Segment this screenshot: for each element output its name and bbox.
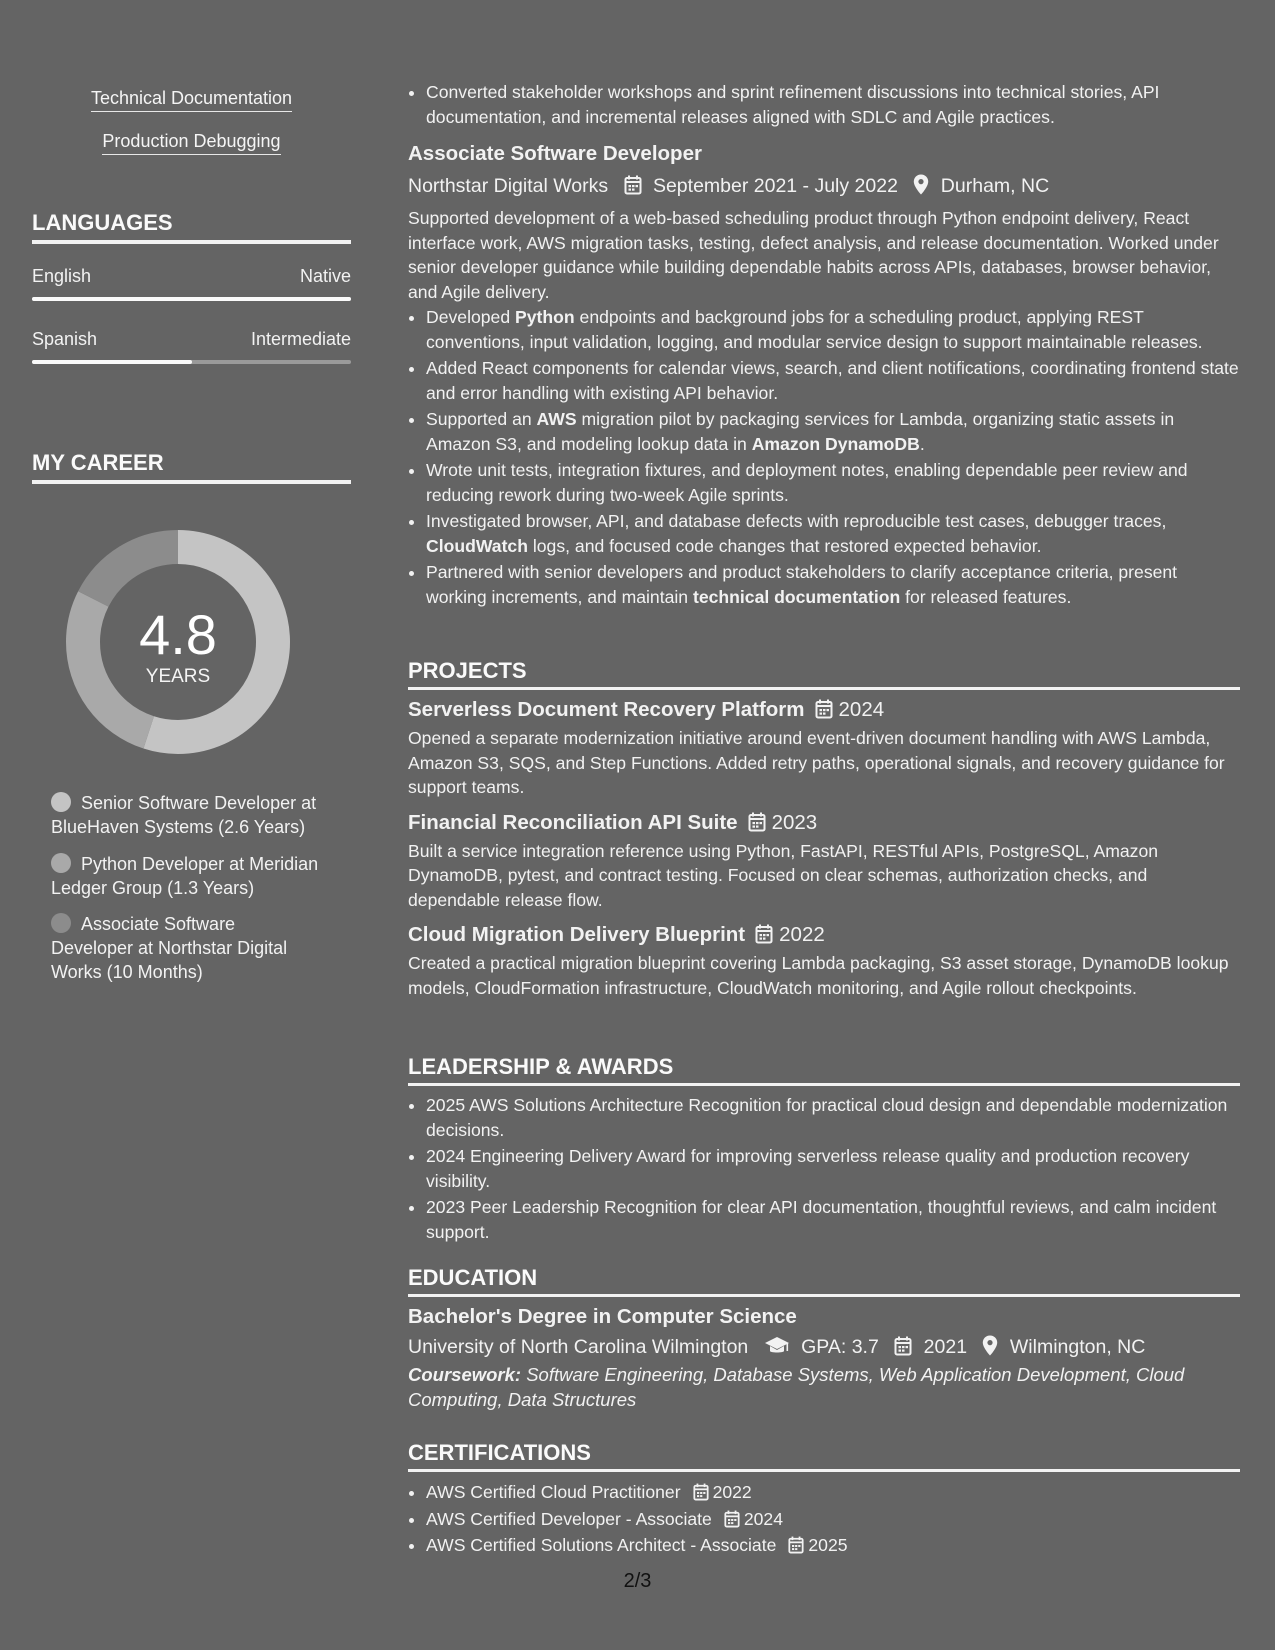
career-section [32,450,351,484]
skills-list [32,88,351,155]
career-legend-item [51,852,331,900]
legend-dot [51,913,71,933]
bullet-keyword: technical documentation [692,586,901,607]
certifications-heading: CERTIFICATIONS [408,1440,1240,1472]
career-legend-label: Associate Software Developer at Northstar Digital Works (10 Months) [51,914,288,982]
bullet-text: Investigated browser, API, and database defects with reproducible test cases, debugger traces, [426,511,1167,531]
job-entry [408,142,1240,611]
project-item [408,811,1240,913]
career-legend [51,791,331,984]
career-donut-chart [66,530,290,754]
calendar-icon [748,812,766,832]
certification-item [426,1507,1240,1532]
project-description: Built a service integration reference using Python, FastAPI, RESTful APIs, PostgreSQL, Amazon DynamoDB, pytest, and contract testing. Focused on clear schemas, authorization checks, and dependable release flow. [408,840,1159,910]
legend-dot [51,792,71,812]
calendar-icon [624,175,642,195]
certifications-list [408,1480,1240,1558]
project-year: 2023 [771,810,818,834]
career-total-unit: YEARS [145,666,211,687]
project-title: Financial Reconciliation API Suite [408,810,738,834]
bullet-text: migration pilot by packaging services for Lambda, organizing static assets in Amazon S3, and modeling lookup data in [426,409,1175,454]
calendar-icon [755,924,773,944]
language-item [32,266,351,301]
bullet-text: Wrote unit tests, integration fixtures, and deployment notes, enabling dependable peer review and reducing rework during two-week Agile sprints. [426,460,1188,505]
languages-heading: LANGUAGES [32,210,351,244]
projects-section [408,658,1240,1000]
bullet-text: Supported an [426,409,537,429]
bullet-item [426,407,1240,456]
award-item: • 2025 AWS Solutions Architecture Recognition for practical cloud design and dependable modernization decisions. [426,1093,1240,1142]
award-item: • 2023 Peer Leadership Recognition for clear API documentation, thoughtful reviews, and calm incident support. [426,1195,1240,1244]
language-name: Spanish [32,329,98,349]
bullet-keyword: Python [515,307,575,327]
location-pin-icon [913,174,929,195]
bullet-text: . [919,433,925,454]
career-heading: MY CAREER [32,450,351,484]
education-section [408,1265,1240,1412]
bullet-item [426,305,1240,354]
language-level-fill [32,360,192,364]
coursework-list: Software Engineering, Database Systems, Web Application Development, Cloud Computing, Data Structures [408,1364,1185,1410]
bullet-keyword: AWS [536,409,577,429]
project-title-row [408,923,1240,947]
projects-heading: PROJECTS [408,658,1240,690]
career-legend-item [51,791,331,839]
language-level-bar [32,360,351,364]
graduation-cap-icon [764,1336,790,1356]
award-item: • 2024 Engineering Delivery Award for improving serverless release quality and production recovery visibility. [426,1144,1240,1193]
school-name: University of North Carolina Wilmington [408,1336,749,1358]
graduation-year: 2021 [923,1336,968,1358]
calendar-icon [788,1536,804,1554]
page-number: 2/3 [623,1570,652,1592]
project-description: Opened a separate modernization initiative around event-driven document handling with AWS Lambda, Amazon S3, SQS, and Step Functions. Added retry paths, operational signals, and recovery guidance for support teams. [408,728,1225,797]
project-year: 2022 [779,923,825,946]
certification-item [426,1533,1240,1558]
education-meta [408,1335,1240,1359]
calendar-icon [894,1336,912,1356]
project-title: Serverless Document Recovery Platform [408,698,805,721]
language-level-fill [32,297,351,301]
bullet-item [426,560,1240,609]
coursework [408,1363,1240,1412]
prev-job-bullets [408,80,1258,131]
certification-year: 2022 [712,1482,752,1502]
language-name: English [32,266,92,286]
project-item [408,698,1240,800]
calendar-icon [693,1483,709,1501]
project-title: Cloud Migration Delivery Blueprint [408,923,746,946]
certification-item [426,1480,1240,1505]
project-title-row [408,698,1240,722]
language-level: Intermediate [250,329,351,349]
bullet-text: logs, and focused code changes that restored expected behavior. [527,535,1042,556]
certification-year: 2024 [743,1508,783,1529]
bullet-text: Added React components for calendar views, search, and client notifications, coordinating frontend state and error handling with existing API behavior. [426,358,1239,403]
bullet-item [426,356,1240,405]
legend-dot [51,853,71,873]
language-level-bar [32,297,351,301]
location-pin-icon [982,1335,998,1356]
job-dates: September 2021 - July 2022 [652,175,898,197]
job-location: Durham, NC [940,175,1050,197]
career-legend-label: Senior Software Developer at BlueHaven Systems (2.6 Years) [51,793,317,837]
bullet-keyword: CloudWatch [426,535,528,556]
certification-name: AWS Certified Cloud Practitioner [426,1482,681,1502]
certification-year: 2025 [808,1535,848,1555]
language-item [32,329,351,364]
gpa: GPA: 3.7 [801,1336,879,1358]
language-level: Native [299,266,351,286]
project-year: 2024 [838,698,885,721]
bullet-text: Developed [426,307,516,327]
career-legend-item [51,912,311,984]
languages-section [32,210,351,364]
degree-title: Bachelor's Degree in Computer Science [408,1305,797,1328]
bullet-item [426,509,1240,558]
bullet-text: Partnered with senior developers and product stakeholders to clarify acceptance criteria, present working increments, and maintain [426,562,1178,607]
certifications-section [408,1440,1240,1560]
project-description: Created a practical migration blueprint covering Lambda packaging, S3 asset storage, DynamoDB lookup models, CloudFormation infrastructure, CloudWatch monitoring, and Agile rollout checkpoints. [408,953,1229,998]
certification-name: AWS Certified Solutions Architect - Associate [426,1535,777,1555]
coursework-label: Coursework: [408,1364,522,1385]
job-summary: Supported development of a web-based scheduling product through Python endpoint delivery, React interface work, AWS migration tasks, testing, defect analysis, and release documentation. Worked under senior developer guidance while building dependable habits across APIs, databases, browser behavior, and Agile delivery. [408,208,1219,302]
certification-name: AWS Certified Developer - Associate [426,1508,712,1529]
job-title: Associate Software Developer [408,142,702,165]
job-bullets [408,305,1240,609]
bullet-text: endpoints and background jobs for a scheduling product, applying REST conventions, input validation, logging, and modular service design to support maintainable releases. [426,307,1203,352]
awards-heading: LEADERSHIP & AWARDS [408,1054,1240,1086]
awards-section [408,1054,1240,1246]
bullet-item: • Converted stakeholder workshops and sprint refinement discussions into technical stories, API documentation, and incremental releases aligned with SDLC and Agile practices. [426,80,1258,129]
calendar-icon [815,699,833,719]
bullet-text: for released features. [900,586,1072,607]
career-total-years: 4.8 [139,603,217,666]
awards-list [408,1093,1240,1244]
bullet-keyword: Amazon DynamoDB [751,433,920,454]
bullet-item [426,458,1240,507]
job-meta [408,174,1240,198]
skill-technical-documentation[interactable]: Technical Documentation [91,88,292,112]
calendar-icon [724,1510,740,1528]
job-company: Northstar Digital Works [408,175,609,197]
education-heading: EDUCATION [408,1265,1240,1297]
career-legend-label: Python Developer at Meridian Ledger Group (1.3 Years) [51,854,319,898]
project-title-row [408,811,1240,835]
school-location: Wilmington, NC [1009,1336,1146,1358]
skill-production-debugging[interactable]: Production Debugging [102,131,280,155]
project-item [408,923,1240,1000]
